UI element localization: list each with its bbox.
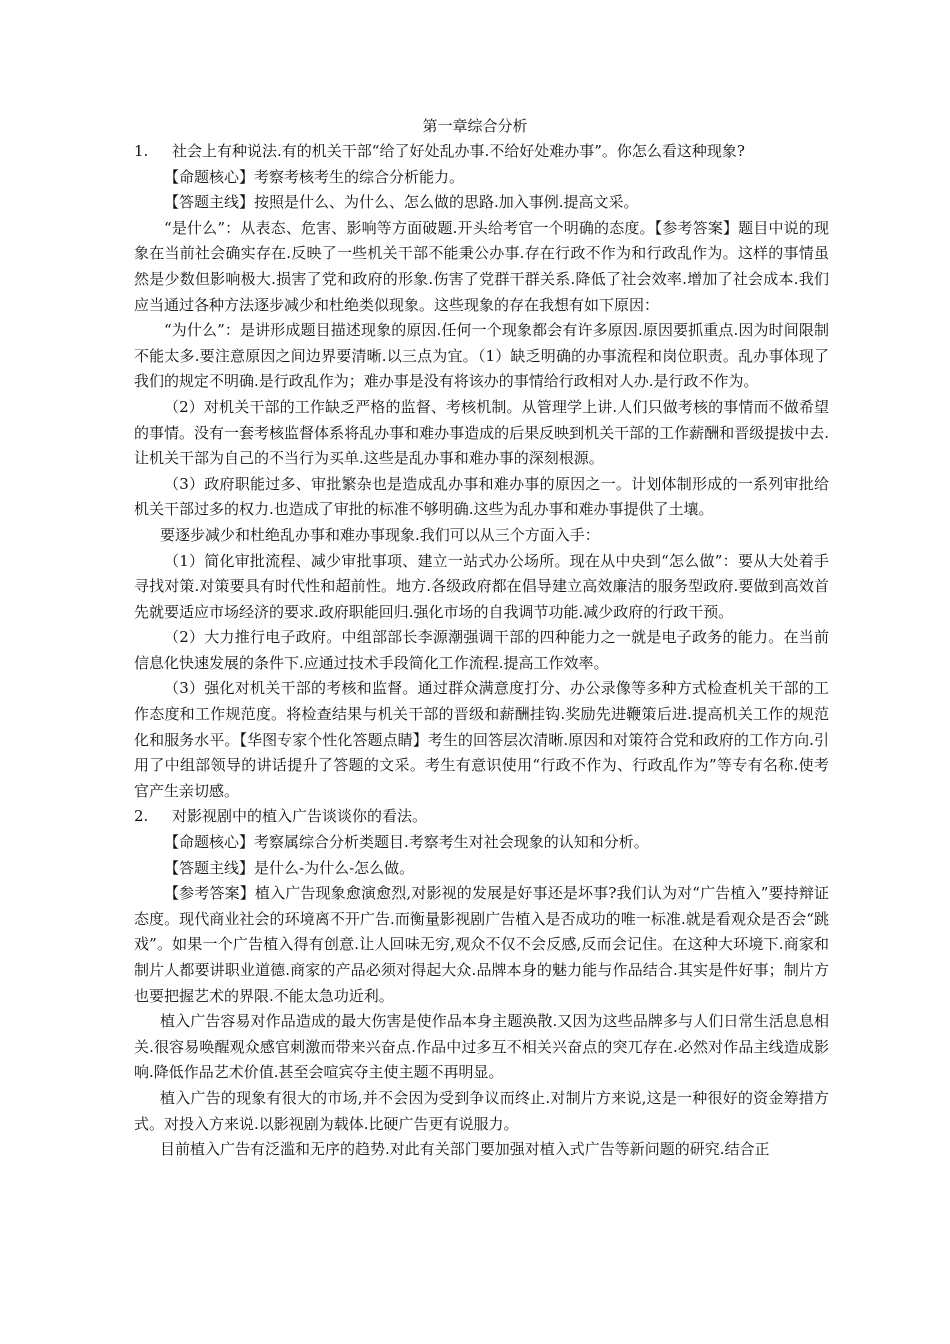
question-text: 社会上有种说法.有的机关干部“给了好处乱办事.不给好处难办事”。你怎么看这种现象? bbox=[172, 142, 745, 160]
paragraph: “为什么”：是讲形成题目描述现象的原因.任何一个现象都会有许多原因.原因要抓重点.因为时间限制不能太多.要注意原因之间边界要清晰.以三点为宜。（1）缺乏明确的办事流程和岗位职责。乱办事体现了我们的规定不明确.是行政乱作为；难办事是没有将该办的事情给行政相对人办.是行政不作为。 bbox=[134, 321, 829, 391]
document-body bbox=[134, 139, 829, 1163]
paragraph: （2）大力推行电子政府。中组部部长李源潮强调干部的四种能力之一就是电子政务的能力。在当前信息化快速发展的条件下.应通过技术手段简化工作流程.提高工作效率。 bbox=[134, 628, 829, 672]
paragraph: 【答题主线】是什么-为什么-怎么做。 bbox=[164, 858, 415, 877]
paragraph: 【命题核心】考察考核考生的综合分析能力。 bbox=[164, 167, 465, 186]
paragraph: （3）强化对机关干部的考核和监督。通过群众满意度打分、办公录像等多种方式检查机关干部的工作态度和工作规范度。将检查结果与机关干部的晋级和薪酬挂钩.奖励先进鞭策后进.提高机关工作的规范化和服务水平。【华图专家个性化答题点睛】考生的回答层次清晰.原因和对策符合党和政府的工作方向.引用了中组部领导的讲话提升了答题的文采。考生有意识使用“行政不作为、行政乱作为”等专有名称.使考官产生亲切感。 bbox=[134, 679, 829, 800]
paragraph: 植入广告容易对作品造成的最大伤害是使作品本身主题涣散.又因为这些品牌多与人们日常生活息息相关.很容易唤醒观众感官刺激而带来兴奋点.作品中过多互不相关兴奋点的突兀存在.必然对作品主线造成影响.降低作品艺术价值.甚至会喧宾夺主使主题不再明显。 bbox=[134, 1012, 829, 1082]
question-2 bbox=[134, 804, 829, 830]
paragraph: （1）简化审批流程、减少审批事项、建立一站式办公场所。现在从中央到“怎么做”：要从大处着手寻找对策.对策要具有时代性和超前性。地方.各级政府都在倡导建立高效廉洁的服务型政府.要做到高效首先就要适应市场经济的要求.政府职能回归.强化市场的自我调节功能.减少政府的行政干预。 bbox=[134, 551, 829, 621]
paragraph: 要逐步减少和杜绝乱办事和难办事现象.我们可以从三个方面入手： bbox=[160, 525, 600, 544]
paragraph: 植入广告的现象有很大的市场,并不会因为受到争议而终止.对制片方来说,这是一种很好的资金筹措方式。对投入方来说.以影视剧为载体.比硬广告更有说服力。 bbox=[134, 1088, 829, 1133]
paragraph: （3）政府职能过多、审批繁杂也是造成乱办事和难办事的原因之一。计划体制形成的一系列审批给机关干部过多的权力.也造成了审批的标准不够明确.这些为乱办事和难办事提供了土壤。 bbox=[134, 474, 829, 519]
paragraph: 【命题核心】考察属综合分析类题目.考察考生对社会现象的认知和分析。 bbox=[164, 833, 649, 852]
question-number: 1. bbox=[134, 142, 149, 160]
chapter-title: 第一章综合分析 bbox=[422, 117, 528, 135]
paragraph: “是什么”：从表态、危害、影响等方面破题.开头给考官一个明确的态度。【参考答案】题目中说的现象在当前社会确实存在.反映了一些机关干部不能秉公办事.存在行政不作为和行政乱作为。这样的事情虽然是少数但影响极大.损害了党和政府的形象.伤害了党群干群关系.降低了社会效率.增加了社会成本.我们应当通过各种方法逐步减少和杜绝类似现象。这些现象的存在我想有如下原因： bbox=[134, 218, 829, 314]
paragraph: 【答题主线】按照是什么、为什么、怎么做的思路.加入事例.提高文采。 bbox=[164, 193, 639, 212]
question-1 bbox=[134, 139, 829, 165]
question-text: 对影视剧中的植入广告谈谈你的看法。 bbox=[172, 807, 428, 826]
paragraph: （2）对机关干部的工作缺乏严格的监督、考核机制。从管理学上讲.人们只做考核的事情而不做希望的事情。没有一套考核监督体系将乱办事和难办事造成的后果反映到机关干部的工作薪酬和晋级提拔中去.让机关干部为自己的不当行为买单.这些是乱办事和难办事的深刻根源。 bbox=[134, 397, 829, 468]
paragraph: 【参考答案】植入广告现象愈演愈烈,对影视的发展是好事还是坏事?我们认为对“广告植入”要持辩证态度。现代商业社会的环境离不开广告.而衡量影视剧广告植入是否成功的唯一标准.就是看观众是否会“跳戏”。如果一个广告植入得有创意.让人回味无穷,观众不仅不会反感,反而会记住。在这种大环境下.商家和制片人都要讲职业道德.商家的产品必须对得起大众.品牌本身的魅力能与作品结合.其实是件好事；制片方也要把握艺术的界限.不能太急功近利。 bbox=[134, 884, 829, 1005]
question-number: 2. bbox=[134, 807, 149, 826]
paragraph: 目前植入广告有泛滥和无序的趋势.对此有关部门要加强对植入式广告等新问题的研究.结合正 bbox=[160, 1140, 770, 1159]
